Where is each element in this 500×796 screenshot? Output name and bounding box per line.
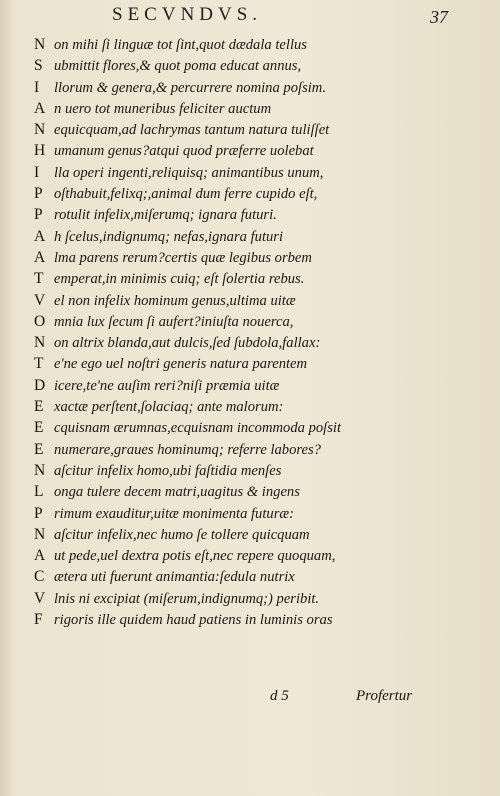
verse-text: aſcitur infelix homo,ubi faſtidia menſes (54, 462, 282, 479)
verse-line (34, 290, 464, 311)
verse-line (34, 566, 464, 587)
verse-initial: A (34, 99, 46, 117)
verse-text: xactæ perſtent,ſolaciaq; ante malorum: (54, 399, 284, 416)
verse-text: aſcitur infelix,nec humo ſe tollere quicquam (54, 526, 310, 543)
verse-text: e'ne ego uel noſtri generis natura parentem (54, 356, 308, 373)
verse-initial: N (34, 334, 46, 352)
verse-text: ubmittit flores,& quot poma educat annus, (54, 58, 302, 75)
verse-initial: F (34, 611, 43, 629)
verse-initial: E (34, 440, 44, 458)
verse-initial: L (34, 483, 44, 501)
verse-text: rotulit infelix,miſerumq; ignara futuri. (54, 207, 277, 224)
verse-text: onga tulere decem matri,uagitus & ingens (54, 484, 300, 501)
verse-text: on altrix blanda,aut dulcis,ſed ſubdola,fallax: (54, 335, 321, 352)
verse-line (34, 226, 464, 247)
verse-text: lma parens rerum?certis quæ legibus orbem (54, 249, 312, 266)
verse-initial: A (34, 227, 46, 245)
verse-text: mnia lux ſecum ſi aufert?iniuſta nouerca, (54, 313, 294, 330)
verse-line (34, 55, 464, 76)
verse-text: lla operi ingenti,reliquisq; animantibus unum, (54, 164, 324, 181)
verse-text: llorum & genera,& percurrere nomina poſsim. (54, 79, 326, 96)
verse-line (34, 98, 464, 119)
verse-line (34, 140, 464, 161)
verse-line (34, 545, 464, 566)
verse-initial: N (34, 461, 46, 479)
verse-initial: V (34, 291, 46, 309)
folio-number: 37 (430, 7, 448, 27)
verse-text: h ſcelus,indignumq; nefas,ignara futuri (54, 228, 284, 245)
verse-initial: D (34, 376, 46, 394)
page-header (0, 2, 500, 30)
verse-line (34, 375, 464, 396)
verse-initial: P (34, 206, 43, 224)
verse-line (34, 524, 464, 545)
verse-line (34, 417, 464, 438)
verse-text: lnis ni excipiat (miſerum,indignumq;) peribit. (54, 590, 320, 607)
verse-text: rimum exauditur,uitæ monimenta futuræ: (54, 505, 294, 522)
verse-line (34, 34, 464, 55)
verse-line (34, 183, 464, 204)
verse-initial: V (34, 589, 46, 607)
verse-text: icere,te'ne auſim reri?niſi præmia uitæ (54, 377, 280, 394)
verse-initial: O (34, 312, 46, 330)
verse-line (34, 77, 464, 98)
verse-line (34, 609, 464, 630)
verse-initial: I (34, 78, 40, 96)
verse-line (34, 588, 464, 609)
verse-text: el non infelix hominum genus,ultima uitæ (54, 292, 296, 309)
signature-mark: d 5 (270, 688, 289, 704)
verse-line (34, 460, 464, 481)
verse-line (34, 481, 464, 502)
verse-initial: S (34, 57, 43, 75)
verse-text: numerare,graues hominumq; referre labores? (54, 441, 321, 458)
verse-initial: T (34, 270, 44, 288)
verse-initial: E (34, 398, 44, 416)
verse-text: on mihi ſi linguæ tot ſint,quot dædala tellus (54, 37, 307, 53)
verse-initial: N (34, 525, 46, 543)
verse-list (34, 34, 464, 630)
running-head: SECVNDVS. (112, 4, 263, 25)
verse-line (34, 162, 464, 183)
verse-line (34, 247, 464, 268)
verse-initial: E (34, 419, 44, 437)
verse-initial: H (34, 142, 46, 160)
verse-text: n uero tot muneribus feliciter auctum (54, 100, 272, 117)
verse-line (34, 503, 464, 524)
verse-line (34, 439, 464, 460)
verse-line (34, 353, 464, 374)
verse-initial: A (34, 547, 46, 565)
verse-line (34, 311, 464, 332)
page-footer (0, 688, 500, 712)
verse-text: cquisnam ærumnas,ecquisnam incommoda poſsit (54, 420, 342, 437)
verse-text: rigoris ille quidem haud patiens in luminis oras (54, 612, 333, 629)
verse-text: ut pede,uel dextra potis eſt,nec repere quoquam, (54, 548, 336, 565)
verse-text: ætera uti fuerunt animantia:ſedula nutrix (54, 569, 295, 586)
verse-initial: I (34, 163, 40, 181)
verse-text: oſthabuit,felixq;,animal dum ferre cupido eſt, (54, 186, 318, 203)
verse-text: equicquam,ad lachrymas tantum natura tuliſſet (54, 122, 330, 139)
verse-line (34, 396, 464, 417)
verse-initial: T (34, 355, 44, 373)
verse-line (34, 204, 464, 225)
verse-initial: N (34, 36, 46, 53)
verse-initial: P (34, 504, 43, 522)
verse-line (34, 119, 464, 140)
verse-initial: N (34, 121, 46, 139)
verse-initial: P (34, 185, 43, 203)
verse-initial: C (34, 568, 45, 586)
verse-line (34, 332, 464, 353)
catchword: Profertur (356, 688, 413, 704)
verse-text: umanum genus?atqui quod præferre uolebat (54, 143, 314, 160)
verse-text: emperat,in minimis cuiq; eſt ſolertia rebus. (54, 271, 305, 288)
verse-line (34, 268, 464, 289)
verse-initial: A (34, 248, 46, 266)
